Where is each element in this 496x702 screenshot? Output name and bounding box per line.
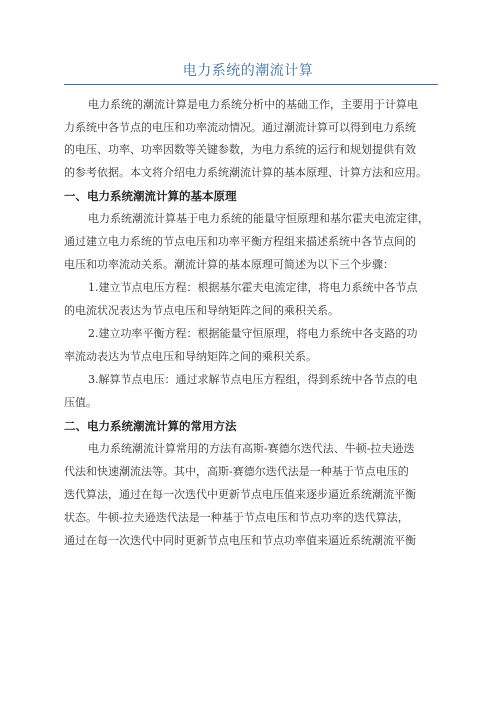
section-heading: 二、电力系统潮流计算的常用方法 <box>64 419 237 433</box>
paragraph-line: 电力系统潮流计算基于电力系统的能量守恒原理和基尔霍夫电流定律， <box>88 212 429 225</box>
paragraph-line: 通过在每一次迭代中同时更新节点电压和节点功率值来逼近系统潮流平衡 <box>64 534 416 547</box>
paragraph-line: 状态。牛顿-拉夫逊迭代法是一种基于节点电压和节点功率的迭代算法， <box>64 511 409 524</box>
section-heading: 一、电力系统潮流计算的基本原理 <box>64 189 237 203</box>
step-line: 率流动表达为节点电压和导纳矩阵之间的乘积关系。 <box>64 350 317 363</box>
title-underline <box>64 84 438 85</box>
paragraph-line: 迭代算法，通过在每一次迭代中更新节点电压值来逐步逼近系统潮流平衡 <box>64 488 416 501</box>
page-title: 电力系统的潮流计算 <box>182 63 314 79</box>
step-line: 1.建立节点电压方程：根据基尔霍夫电流定律，将电力系统中各节点 <box>88 281 418 294</box>
paragraph-line: 电压和功率流动关系。潮流计算的基本原理可简述为以下三个步骤： <box>64 258 394 271</box>
paragraph-line: 电力系统潮流计算常用的方法有高斯-赛德尔迭代法、牛顿-拉夫逊迭 <box>88 442 415 455</box>
step-line: 3.解算节点电压：通过求解节点电压方程组，得到系统中各节点的电 <box>88 373 418 386</box>
paragraph-line: 通过建立电力系统的节点电压和功率平衡方程组来描述系统中各节点间的 <box>64 235 416 248</box>
intro-line: 力系统中各节点的电压和功率流动情况。通过潮流计算可以得到电力系统 <box>64 121 416 134</box>
intro-line: 的参考依据。本文将介绍电力系统潮流计算的基本原理、计算方法和应用。 <box>64 166 427 179</box>
step-line: 的电流状况表达为节点电压和导纳矩阵之间的乘积关系。 <box>64 304 339 317</box>
intro-line: 电力系统的潮流计算是电力系统分析中的基础工作，主要用于计算电 <box>88 98 418 111</box>
paragraph-line: 代法和快速潮流法等。其中，高斯-赛德尔迭代法是一种基于节点电压的 <box>64 465 409 478</box>
intro-line: 的电压、功率、功率因数等关键参数，为电力系统的运行和规划提供有效 <box>64 143 416 156</box>
step-line: 2.建立功率平衡方程：根据能量守恒原理，将电力系统中各支路的功 <box>88 327 418 340</box>
step-line: 压值。 <box>64 396 97 409</box>
